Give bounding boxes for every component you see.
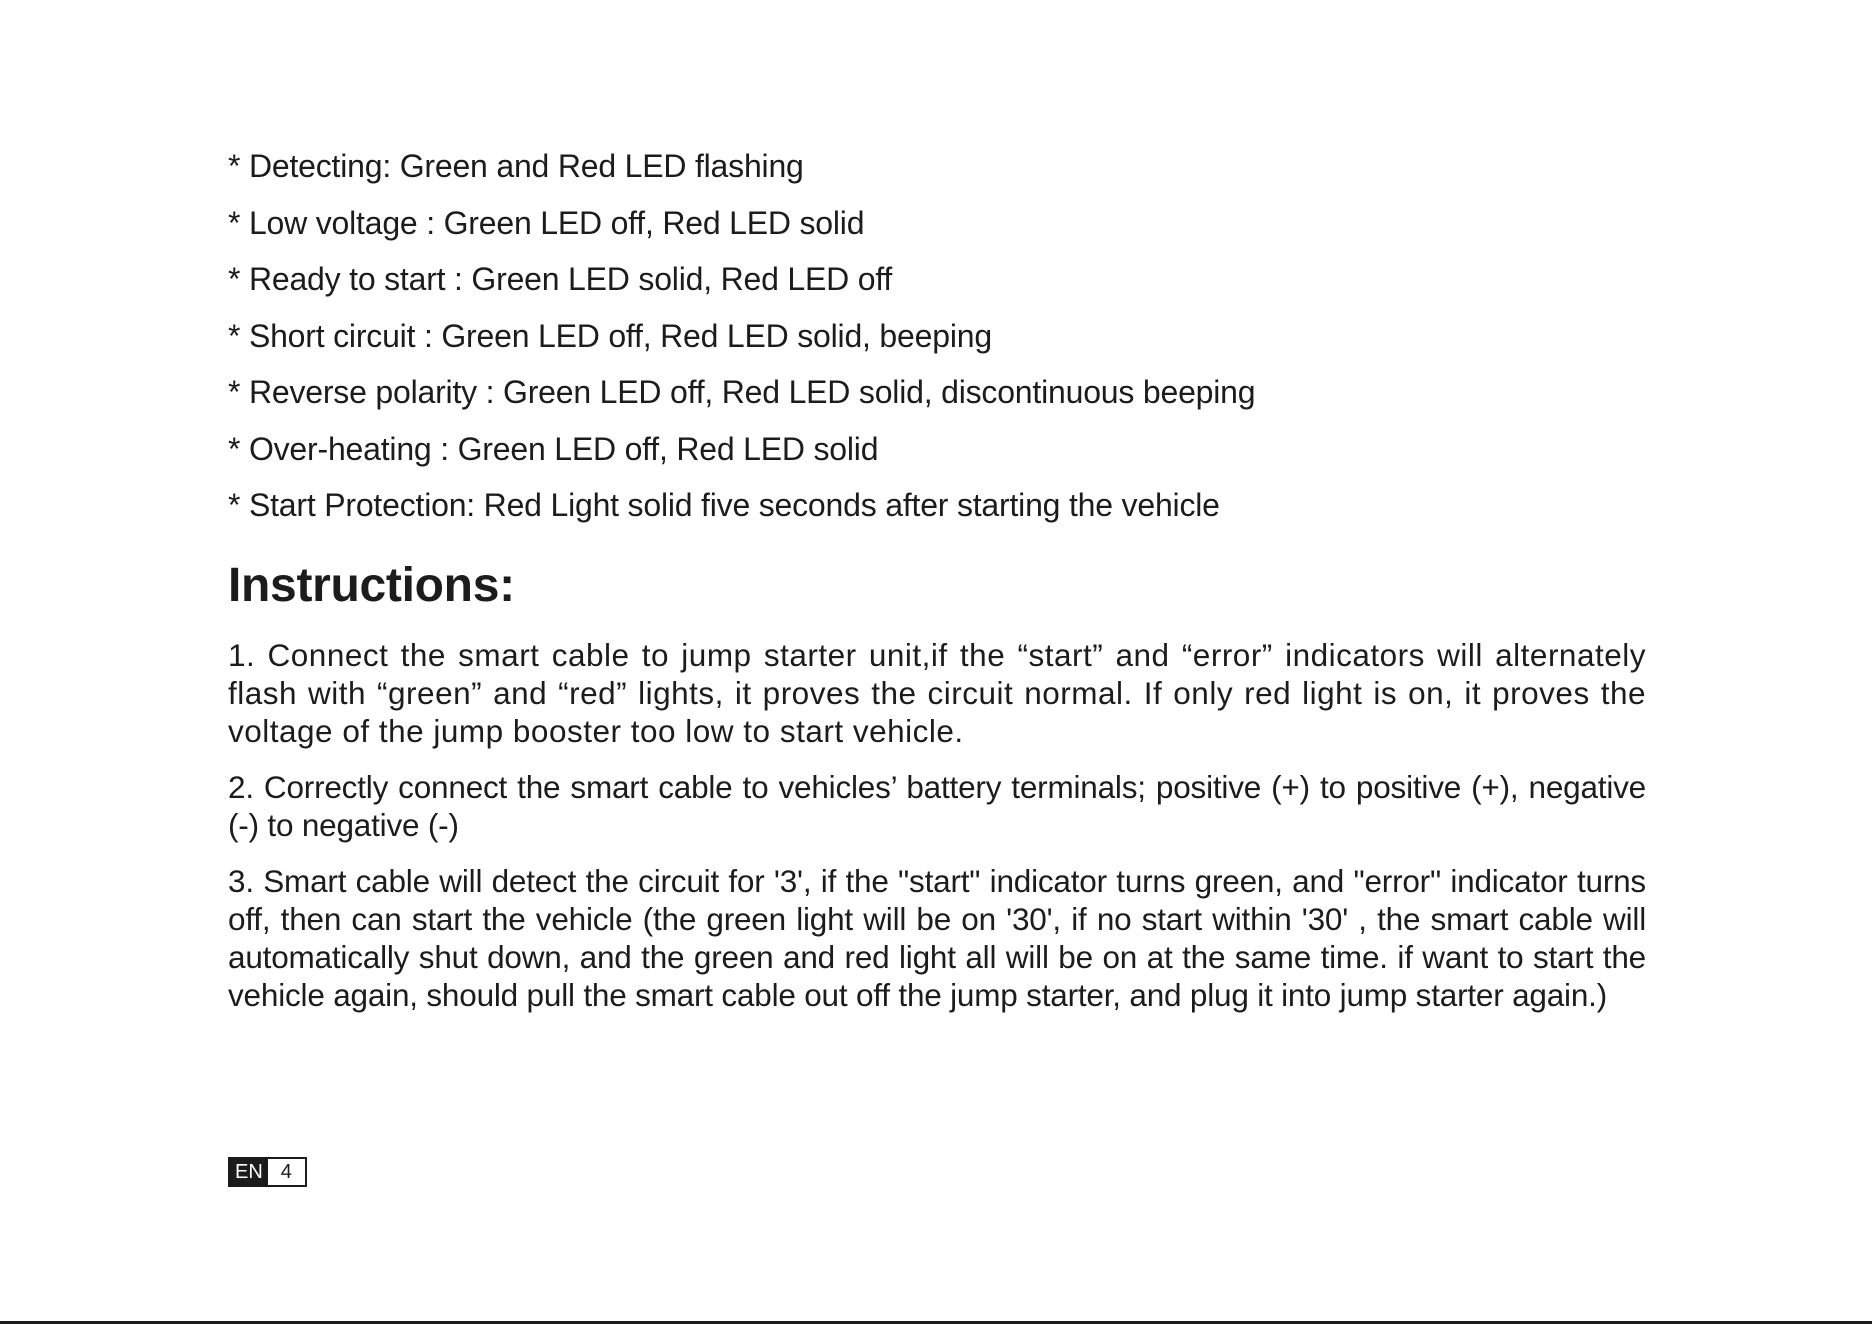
instruction-step-1: 1. Connect the smart cable to jump starter unit,if the “start” and “error” indicators will alternately flash with “green” and “red” lights, it proves the circuit normal. If only red light is on, it proves the voltage of the jump booster too low to start vehicle. [228, 637, 1646, 749]
page-number: 4 [268, 1159, 305, 1185]
status-item-ready-to-start: * Ready to start : Green LED solid, Red LED off [228, 261, 893, 297]
status-item-short-circuit: * Short circuit : Green LED off, Red LED solid, beeping [228, 317, 992, 354]
instructions-heading: Instructions: [228, 559, 515, 612]
led-status-list [228, 138, 1678, 534]
status-item-reverse-polarity: * Reverse polarity : Green LED off, Red LED solid, discontinuous beeping [228, 374, 1256, 410]
instruction-step-3: 3. Smart cable will detect the circuit for '3', if the "start" indicator turns green, and "error" indicator turns off, then can start the vehicle (the green light will be on '30', if no start within '30' , the smart cable will automatically shut down, and the green and red light all will be on at the same time. if want to start the vehicle again, should pull the smart cable out off the jump starter, and plug it into jump starter again.) [228, 863, 1646, 1013]
instruction-step-2: 2. Correctly connect the smart cable to vehicles’ battery terminals; positive (+) to positive (+), negative (-) to negative (-) [228, 769, 1646, 843]
status-item-detecting: * Detecting: Green and Red LED flashing [228, 148, 804, 184]
status-item-over-heating: * Over-heating : Green LED off, Red LED solid [228, 430, 879, 467]
language-label: EN [230, 1159, 268, 1185]
page-number-tag [228, 1157, 307, 1187]
status-item-start-protection: * Start Protection: Red Light solid five seconds after starting the vehicle [228, 487, 1220, 523]
status-item-low-voltage: * Low voltage : Green LED off, Red LED solid [228, 204, 865, 241]
instructions-steps [228, 636, 1646, 1032]
